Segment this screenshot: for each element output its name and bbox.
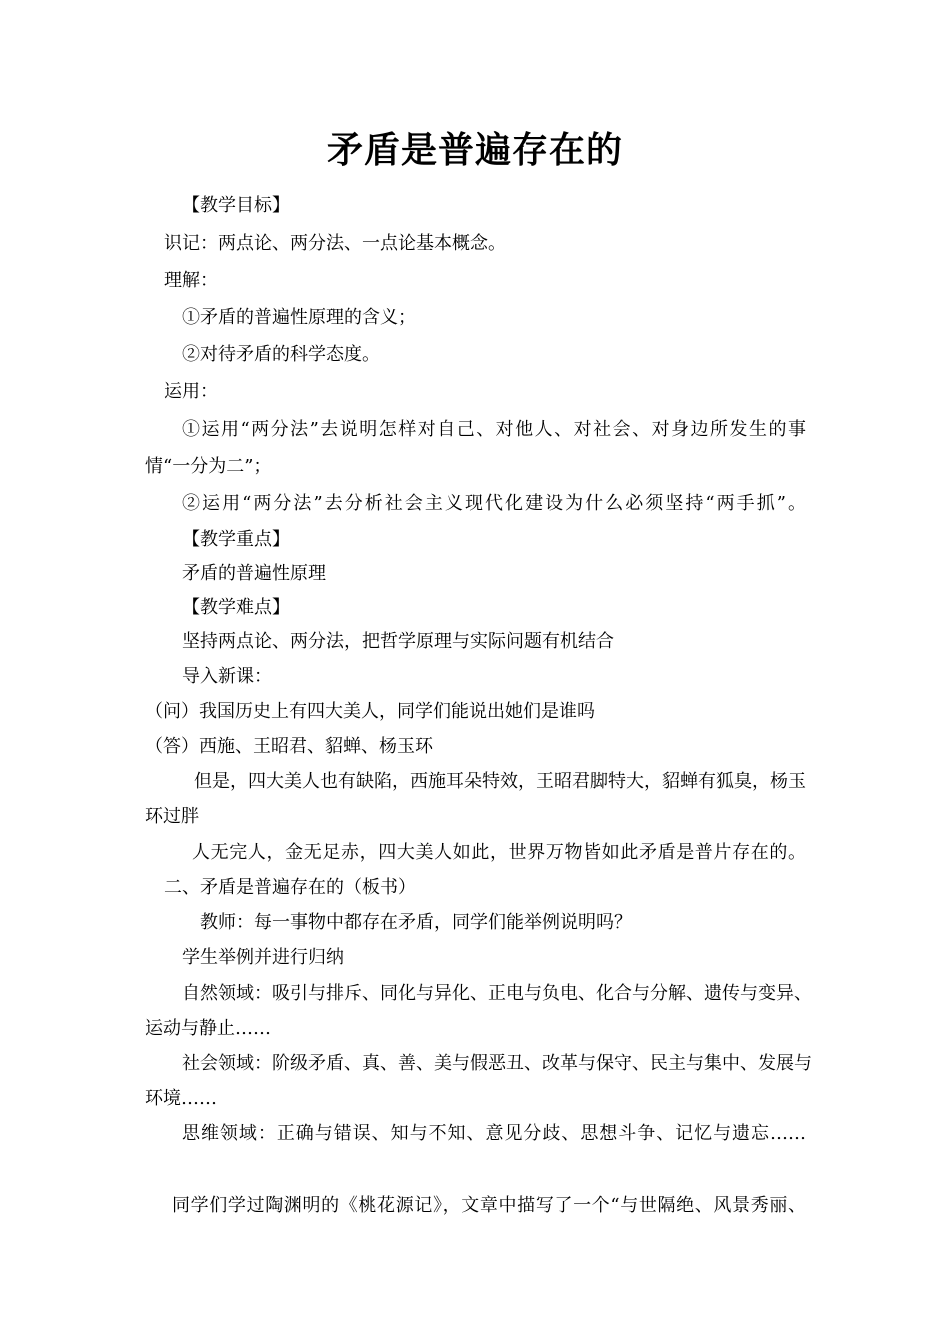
text-line: 人无完人，金无足赤，四大美人如此，世界万物皆如此矛盾是普片存在的。 (192, 842, 806, 863)
text-line: 运用： (164, 381, 218, 402)
section-heading-board: 二、矛盾是普遍存在的（板书） (164, 877, 416, 898)
text-line: 情“一分为二”； (145, 456, 272, 477)
text-line: （答）西施、王昭君、貂蝉、杨玉环 (145, 736, 433, 757)
text-line: 思维领域：正确与错误、知与不知、意见分歧、思想斗争、记忆与遗忘…… (182, 1123, 806, 1144)
section-heading-difficulties: 【教学难点】 (182, 597, 290, 618)
section-heading-objectives: 【教学目标】 (182, 195, 290, 216)
text-line: 理解： (164, 270, 218, 291)
text-line: 坚持两点论、两分法，把哲学原理与实际问题有机结合 (182, 631, 614, 652)
text-line: ①运用“两分法”去说明怎样对自己、对他人、对社会、对身边所发生的事 (182, 419, 806, 440)
section-heading-key-points: 【教学重点】 (182, 529, 290, 550)
text-line: 环境…… (145, 1088, 217, 1109)
text-line: 但是，四大美人也有缺陷，西施耳朵特效，王昭君脚特大，貂蝉有狐臭，杨玉 (194, 771, 806, 792)
text-line: （问）我国历史上有四大美人，同学们能说出她们是谁吗 (145, 701, 595, 722)
text-line: ①矛盾的普遍性原理的含义； (182, 307, 416, 328)
text-line: 导入新课： (182, 666, 272, 687)
text-line: 矛盾的普遍性原理 (182, 563, 326, 584)
document-title: 矛盾是普遍存在的 (326, 129, 623, 171)
text-line: 环过胖 (145, 806, 199, 827)
text-line: 识记：两点论、两分法、一点论基本概念。 (164, 233, 506, 254)
text-line: ②运用“两分法”去分析社会主义现代化建设为什么必须坚持“两手抓”。 (182, 493, 806, 514)
text-line: 同学们学过陶渊明的《桃花源记》，文章中描写了一个“与世隔绝、风景秀丽、 (172, 1195, 806, 1216)
text-line: 运动与静止…… (145, 1018, 271, 1039)
text-line: 社会领域：阶级矛盾、真、善、美与假恶丑、改革与保守、民主与集中、发展与 (182, 1053, 812, 1074)
text-line: 自然领域：吸引与排斥、同化与异化、正电与负电、化合与分解、遗传与变异、 (182, 983, 812, 1004)
text-line: 教师：每一事物中都存在矛盾，同学们能举例说明吗？ (200, 912, 632, 933)
text-line: ②对待矛盾的科学态度。 (182, 344, 380, 365)
text-line: 学生举例并进行归纳 (182, 947, 344, 968)
